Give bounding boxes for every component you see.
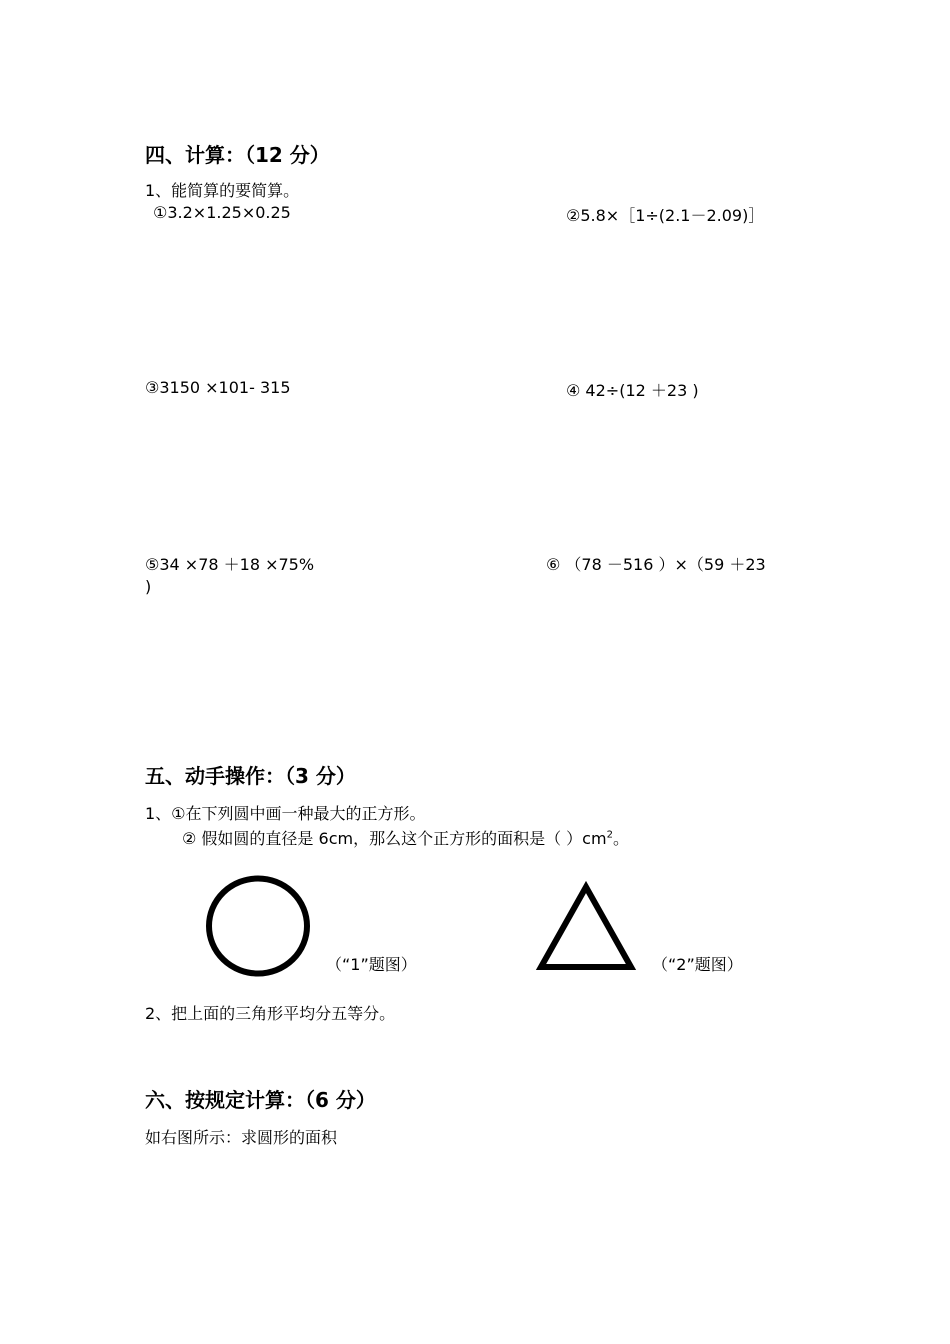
figure-1-caption: （“1”题图） — [326, 955, 417, 974]
superscript-2: 2 — [606, 829, 613, 841]
problem-2: ②5.8×［1÷(2.1－2.09)］ — [566, 206, 765, 225]
problem-3: ③3150 ×101- 315 — [145, 378, 291, 397]
figure-2-caption: （“2”题图） — [652, 955, 743, 974]
section4-heading: 四、计算：（12 分） — [145, 143, 330, 167]
operation-q1-line1: 1、①在下列圆中画一种最大的正方形。 — [145, 804, 426, 823]
circle-figure — [204, 874, 312, 978]
section6-text: 如右图所示：求圆形的面积 — [145, 1128, 338, 1147]
problem-1: ①3.2×1.25×0.25 — [153, 203, 291, 222]
section6-heading: 六、按规定计算：（6 分） — [145, 1088, 376, 1112]
problem-6-continuation: ) — [145, 577, 152, 596]
triangle-figure — [533, 880, 639, 974]
question-1-label: 1、能简算的要简算。 — [145, 181, 300, 200]
problem-6: ⑥ （78 －516 ）×（59 ＋23 — [546, 555, 766, 574]
operation-q1-line2 — [182, 826, 629, 849]
operation-q1-line2-text: ② 假如圆的直径是 6cm，那么这个正方形的面积是（ ）cm — [182, 829, 607, 848]
problem-4: ④ 42÷(12 ＋23 ) — [566, 381, 699, 400]
operation-q1-line2-end: 。 — [612, 829, 629, 848]
section5-heading: 五、动手操作：（3 分） — [145, 764, 356, 788]
operation-q2: 2、把上面的三角形平均分五等分。 — [145, 1004, 396, 1023]
problem-5: ⑤34 ×78 ＋18 ×75% — [145, 555, 315, 574]
